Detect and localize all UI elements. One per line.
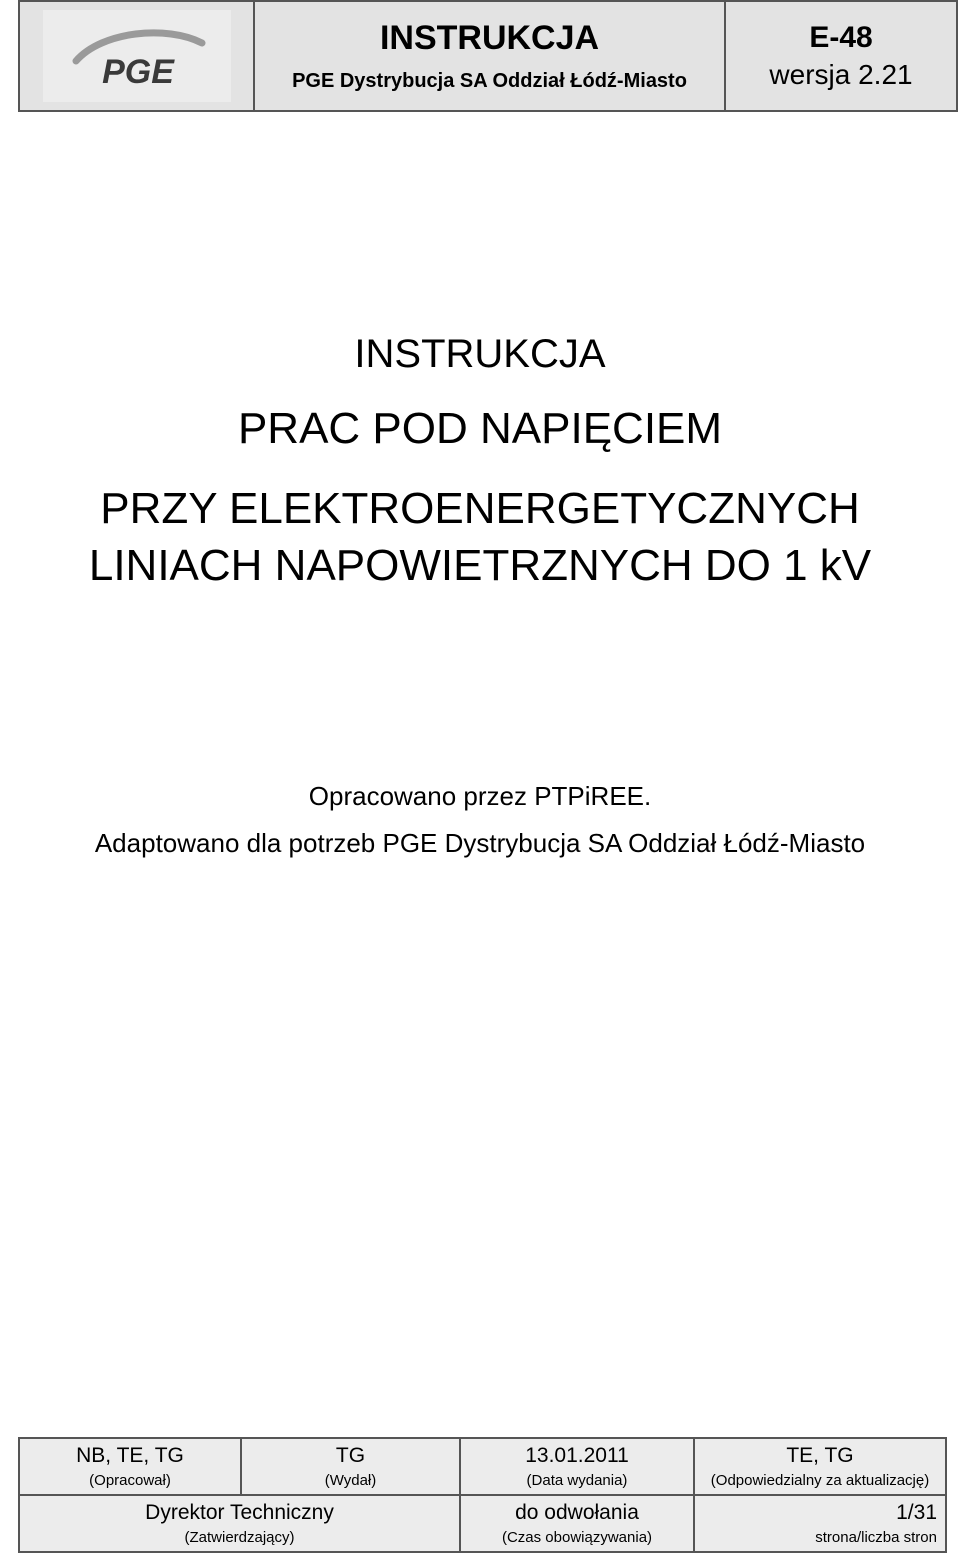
main-title-line-4: LINIACH NAPOWIETRZNYCH DO 1 kV (88, 541, 872, 590)
responsible-value: TE, TG (786, 1443, 854, 1467)
document-footer-table (18, 1437, 947, 1553)
validity-cell (460, 1495, 694, 1552)
page-count-cell (694, 1495, 946, 1552)
issued-value: TG (335, 1443, 366, 1467)
approved-cell (19, 1495, 460, 1552)
main-title-line-3: PRZY ELEKTROENERGETYCZNYCH (100, 484, 860, 533)
credits-line-1: Opracowano przez PTPiREE. (308, 781, 652, 811)
svg-text:PGE: PGE (101, 53, 174, 91)
page-count-caption: strona/liczba stron (815, 1528, 937, 1546)
responsible-cell (694, 1438, 946, 1495)
validity-caption: (Czas obowiązywania) (501, 1528, 653, 1546)
header-title-cell (255, 2, 726, 110)
prepared-caption: (Opracował) (89, 1471, 171, 1489)
logo-cell (20, 2, 255, 110)
responsible-caption: (Odpowiedzialny za aktualizację) (710, 1471, 930, 1489)
page-count-value: 1/31 (896, 1500, 937, 1524)
issued-cell (241, 1438, 460, 1495)
main-title-line-1: INSTRUKCJA (354, 332, 606, 376)
approved-caption: (Zatwierdzający) (184, 1528, 295, 1546)
issued-caption: (Wydał) (324, 1471, 377, 1489)
validity-value: do odwołania (515, 1500, 639, 1524)
pge-logo-icon (62, 21, 212, 91)
prepared-value: NB, TE, TG (76, 1443, 184, 1467)
document-version: wersja 2.21 (769, 59, 913, 90)
document-code: E-48 (809, 21, 873, 54)
approved-value: Dyrektor Techniczny (145, 1500, 334, 1524)
header-subtitle: PGE Dystrybucja SA Oddział Łódź-Miasto (292, 70, 687, 92)
prepared-cell (19, 1438, 241, 1495)
credits-line-2: Adaptowano dla potrzeb PGE Dystrybucja SA Oddział Łódź-Miasto (94, 828, 866, 858)
header-code-cell (726, 2, 956, 110)
issue-date-value: 13.01.2011 (525, 1443, 629, 1467)
document-header (18, 0, 958, 112)
issue-date-caption: (Data wydania) (526, 1471, 628, 1489)
issue-date-cell (460, 1438, 694, 1495)
pge-logo (43, 10, 231, 102)
header-title: INSTRUKCJA (379, 19, 600, 57)
main-title-line-2: PRAC POD NAPIĘCIEM (237, 404, 723, 453)
